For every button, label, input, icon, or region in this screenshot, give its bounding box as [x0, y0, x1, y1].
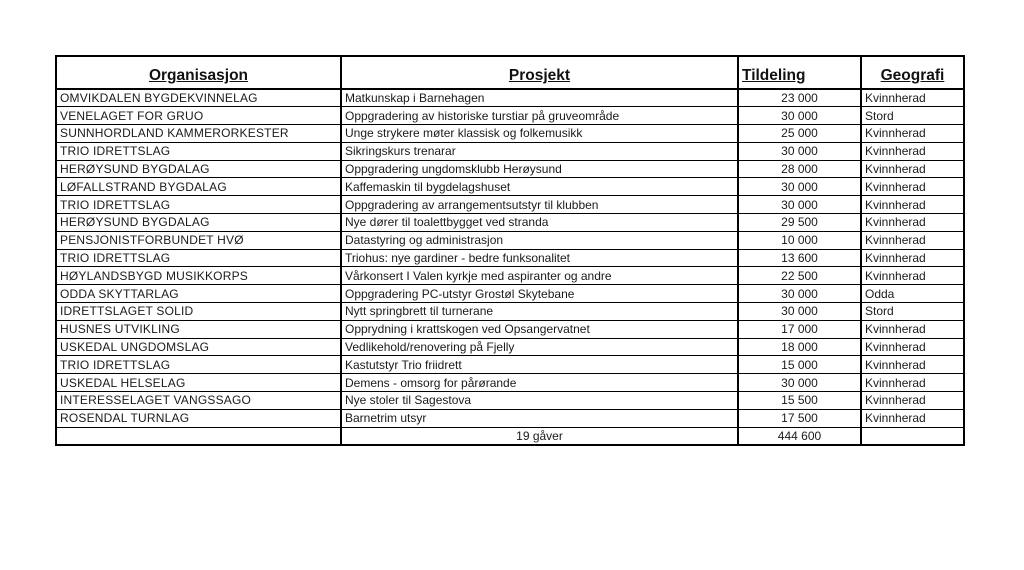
project-cell: Kaffemaskin til bygdelagshuset — [341, 178, 738, 196]
table-row — [56, 89, 964, 107]
column-header-prosjekt: Prosjekt — [341, 56, 738, 89]
geography-cell: Stord — [861, 107, 964, 125]
geography-cell: Kvinnherad — [861, 178, 964, 196]
table-row — [56, 303, 964, 321]
totals-row — [56, 427, 964, 445]
allocations-table — [55, 55, 965, 446]
geography-cell: Kvinnherad — [861, 249, 964, 267]
organisation-cell: HUSNES UTVIKLING — [56, 320, 341, 338]
column-header-geografi: Geografi — [861, 56, 964, 89]
table-row — [56, 196, 964, 214]
project-cell: Datastyring og administrasjon — [341, 231, 738, 249]
amount-cell: 15 500 — [738, 392, 861, 410]
organisation-cell: TRIO IDRETTSLAG — [56, 249, 341, 267]
project-cell: Nye dører til toalettbygget ved stranda — [341, 214, 738, 232]
table-row — [56, 285, 964, 303]
geography-cell: Stord — [861, 303, 964, 321]
project-cell: Vårkonsert I Valen kyrkje med aspiranter og andre — [341, 267, 738, 285]
amount-cell: 15 000 — [738, 356, 861, 374]
geography-cell: Kvinnherad — [861, 338, 964, 356]
geography-cell: Kvinnherad — [861, 356, 964, 374]
table-footer — [56, 427, 964, 445]
amount-cell: 30 000 — [738, 142, 861, 160]
project-cell: Vedlikehold/renovering på Fjelly — [341, 338, 738, 356]
project-cell: Opprydning i krattskogen ved Opsangervatnet — [341, 320, 738, 338]
geography-cell: Kvinnherad — [861, 160, 964, 178]
column-header-tildeling: Tildeling — [738, 56, 861, 89]
totals-empty-org-cell — [56, 427, 341, 445]
organisation-cell: TRIO IDRETTSLAG — [56, 196, 341, 214]
project-cell: Matkunskap i Barnehagen — [341, 89, 738, 107]
organisation-cell: TRIO IDRETTSLAG — [56, 356, 341, 374]
amount-cell: 30 000 — [738, 374, 861, 392]
organisation-cell: IDRETTSLAGET SOLID — [56, 303, 341, 321]
project-cell: Triohus: nye gardiner - bedre funksonalitet — [341, 249, 738, 267]
amount-cell: 17 500 — [738, 409, 861, 427]
project-cell: Unge strykere møter klassisk og folkemusikk — [341, 125, 738, 143]
table-row — [56, 374, 964, 392]
organisation-cell: TRIO IDRETTSLAG — [56, 142, 341, 160]
amount-cell: 25 000 — [738, 125, 861, 143]
column-header-organisasjon: Organisasjon — [56, 56, 341, 89]
organisation-cell: HØYLANDSBYGD MUSIKKORPS — [56, 267, 341, 285]
table-row — [56, 249, 964, 267]
organisation-cell: INTERESSELAGET VANGSSAGO — [56, 392, 341, 410]
amount-cell: 17 000 — [738, 320, 861, 338]
project-cell: Barnetrim utsyr — [341, 409, 738, 427]
totals-empty-geo-cell — [861, 427, 964, 445]
organisation-cell: ROSENDAL TURNLAG — [56, 409, 341, 427]
geography-cell: Kvinnherad — [861, 89, 964, 107]
amount-cell: 28 000 — [738, 160, 861, 178]
project-cell: Demens - omsorg for pårørande — [341, 374, 738, 392]
amount-cell: 13 600 — [738, 249, 861, 267]
amount-cell: 30 000 — [738, 178, 861, 196]
amount-cell: 23 000 — [738, 89, 861, 107]
table-row — [56, 214, 964, 232]
geography-cell: Kvinnherad — [861, 231, 964, 249]
geography-cell: Kvinnherad — [861, 142, 964, 160]
organisation-cell: OMVIKDALEN BYGDEKVINNELAG — [56, 89, 341, 107]
amount-cell: 30 000 — [738, 285, 861, 303]
organisation-cell: HERØYSUND BYGDALAG — [56, 160, 341, 178]
geography-cell: Kvinnherad — [861, 320, 964, 338]
amount-cell: 22 500 — [738, 267, 861, 285]
table-row — [56, 231, 964, 249]
organisation-cell: SUNNHORDLAND KAMMERORKESTER — [56, 125, 341, 143]
table-row — [56, 392, 964, 410]
table-body — [56, 89, 964, 427]
gift-count: 19 gåver — [341, 427, 738, 445]
organisation-cell: USKEDAL HELSELAG — [56, 374, 341, 392]
amount-cell: 18 000 — [738, 338, 861, 356]
geography-cell: Kvinnherad — [861, 196, 964, 214]
table-row — [56, 107, 964, 125]
table-row — [56, 178, 964, 196]
organisation-cell: ODDA SKYTTARLAG — [56, 285, 341, 303]
geography-cell: Odda — [861, 285, 964, 303]
table-row — [56, 125, 964, 143]
table-header — [56, 56, 964, 89]
organisation-cell: USKEDAL UNGDOMSLAG — [56, 338, 341, 356]
geography-cell: Kvinnherad — [861, 125, 964, 143]
geography-cell: Kvinnherad — [861, 409, 964, 427]
project-cell: Sikringskurs trenarar — [341, 142, 738, 160]
amount-cell: 30 000 — [738, 107, 861, 125]
project-cell: Nytt springbrett til turnerane — [341, 303, 738, 321]
amount-cell: 10 000 — [738, 231, 861, 249]
table-row — [56, 267, 964, 285]
organisation-cell: PENSJONISTFORBUNDET HVØ — [56, 231, 341, 249]
project-cell: Nye stoler til Sagestova — [341, 392, 738, 410]
amount-cell: 30 000 — [738, 303, 861, 321]
organisation-cell: VENELAGET FOR GRUO — [56, 107, 341, 125]
geography-cell: Kvinnherad — [861, 374, 964, 392]
amount-cell: 29 500 — [738, 214, 861, 232]
project-cell: Oppgradering av historiske turstiar på gruveområde — [341, 107, 738, 125]
project-cell: Oppgradering ungdomsklubb Herøysund — [341, 160, 738, 178]
table-row — [56, 160, 964, 178]
table-row — [56, 338, 964, 356]
project-cell: Oppgradering PC-utstyr Grostøl Skytebane — [341, 285, 738, 303]
organisation-cell: LØFALLSTRAND BYGDALAG — [56, 178, 341, 196]
amount-cell: 30 000 — [738, 196, 861, 214]
table-row — [56, 320, 964, 338]
header-row — [56, 56, 964, 89]
table-row — [56, 356, 964, 374]
organisation-cell: HERØYSUND BYGDALAG — [56, 214, 341, 232]
table-row — [56, 409, 964, 427]
project-cell: Oppgradering av arrangementsutstyr til klubben — [341, 196, 738, 214]
total-amount: 444 600 — [738, 427, 861, 445]
table-row — [56, 142, 964, 160]
geography-cell: Kvinnherad — [861, 267, 964, 285]
project-cell: Kastutstyr Trio friidrett — [341, 356, 738, 374]
geography-cell: Kvinnherad — [861, 214, 964, 232]
geography-cell: Kvinnherad — [861, 392, 964, 410]
